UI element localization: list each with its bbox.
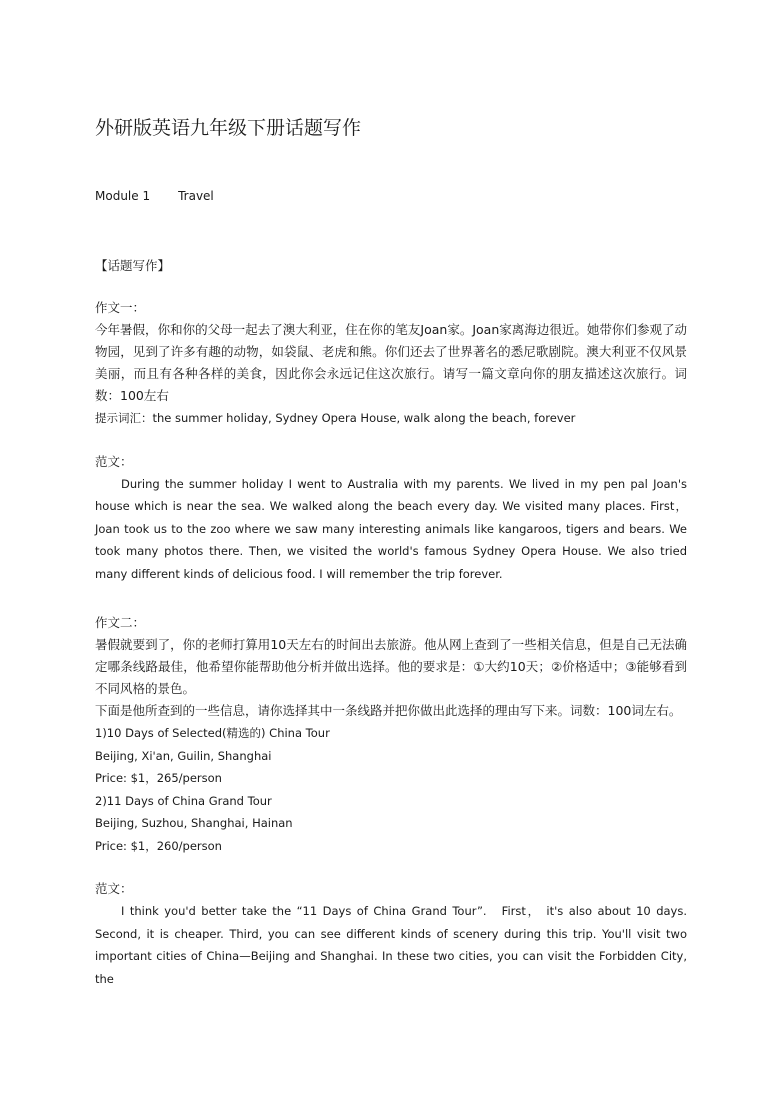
essay2-heading: 作文二： bbox=[95, 615, 146, 630]
essay2-sample: I think you'd better take the “11 Days of China Grand Tour”. First， it's also about 10 days. Second, it is cheaper. Third, you can see different kinds of scenery during this trip. You'll visit two important cities of China—Beijing and Shanghai. In these two cities, you can visit the Forbidden City, the bbox=[95, 904, 687, 986]
tour1-route: Beijing, Xi'an, Guilin, Shanghai bbox=[95, 748, 272, 763]
tour1-price: Price: $1，265/person bbox=[95, 771, 222, 785]
essay-one bbox=[95, 297, 687, 585]
tour1-name: 1)10 Days of Selected(精选的) China Tour bbox=[95, 726, 330, 740]
tour2-name: 2)11 Days of China Grand Tour bbox=[95, 793, 272, 808]
essay2-prompt: 暑假就要到了，你的老师打算用10天左右的时间出去旅游。他从网上查到了一些相关信息，但是自己无法确定哪条线路最佳，他希望你能帮助他分析并做出选择。他的要求是：①大约10天；②价格适中；③能够看到不同风格的景色。 bbox=[95, 637, 687, 696]
page-title: 外研版英语九年级下册话题写作 bbox=[95, 117, 362, 139]
essay1-hint: 提示词汇：the summer holiday, Sydney Opera House, walk along the beach, forever bbox=[95, 411, 576, 425]
essay1-sample: During the summer holiday I went to Australia with my parents. We lived in my pen pal Joan's house which is near the sea. We walked along the beach every day. We visited many places. First，Joan took us to the zoo where we saw many interesting animals like kangaroos, tigers and bears. We took many photos there. Then, we visited the world's famous Sydney Opera House. We also tried many different kinds of delicious food. I will remember the trip forever. bbox=[95, 476, 687, 581]
module-label: Module 1 bbox=[95, 189, 151, 203]
module-heading bbox=[95, 189, 214, 203]
tour2-price: Price: $1，260/person bbox=[95, 838, 222, 853]
essay1-prompt: 今年暑假，你和你的父母一起去了澳大利亚，住在你的笔友Joan家。Joan家离海边很近。她带你们参观了动物园，见到了许多有趣的动物，如袋鼠、老虎和熊。你们还去了世界著名的悉尼歌剧院。澳大利亚不仅风景美丽，而且有各种各样的美食，因此你会永远记住这次旅行。请写一篇文章向你的朋友描述这次旅行。词数：100左右 bbox=[95, 322, 687, 403]
essay2-prompt-2: 下面是他所查到的一些信息，请你选择其中一条线路并把你做出此选择的理由写下来。词数：100词左右。 bbox=[95, 703, 682, 718]
essay1-heading: 作文一： bbox=[95, 300, 146, 315]
tour2-route: Beijing, Suzhou, Shanghai, Hainan bbox=[95, 816, 293, 830]
essay2-sample-heading: 范文： bbox=[95, 881, 133, 896]
essay-two bbox=[95, 612, 687, 990]
essay1-sample-heading: 范文： bbox=[95, 453, 133, 469]
section-heading: 【话题写作】 bbox=[95, 258, 171, 273]
module-name: Travel bbox=[178, 189, 214, 203]
